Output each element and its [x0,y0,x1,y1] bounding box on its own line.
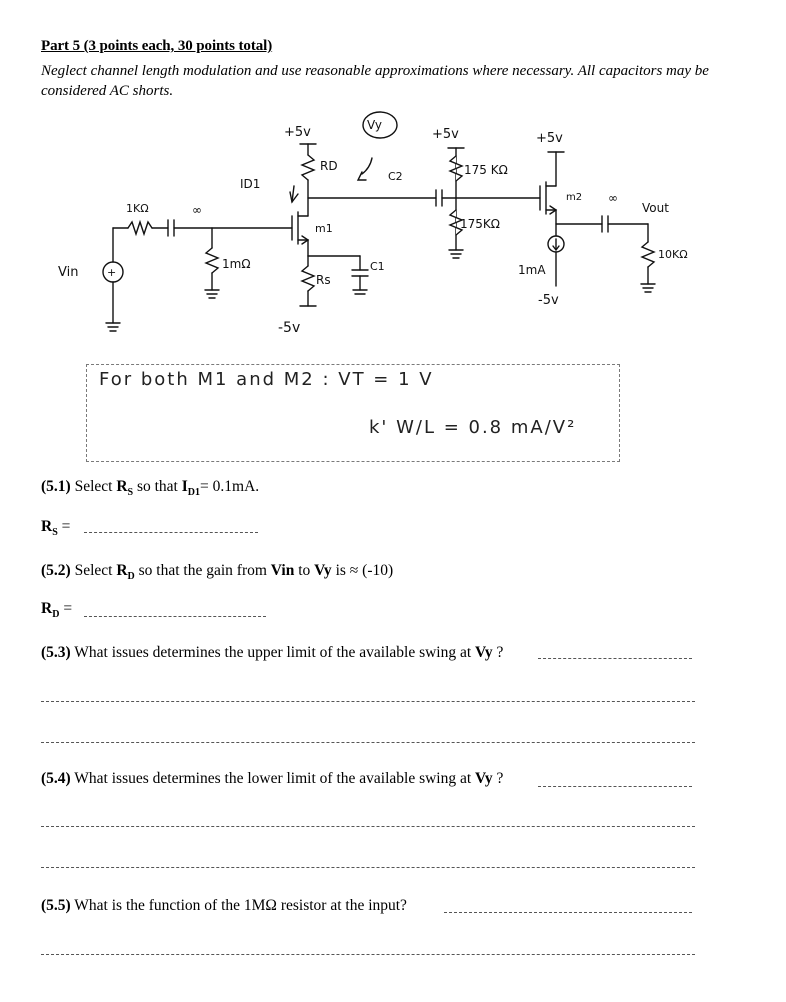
question-5-1: (5.1) Select $R_S$ so that $I_{D1}= 0.1mA$. [41,478,260,499]
question-5-4: (5.4) What issues determines the lower limit of the available swing at Vy ? [41,770,504,787]
c2-label: C2 [388,170,403,183]
q3-answer-line-0[interactable] [538,658,692,659]
q3-answer-line-1[interactable] [41,701,695,702]
rs-answer-line[interactable] [84,532,258,533]
rl-label: 10KΩ [658,248,688,261]
q3-answer-line-2[interactable] [41,742,695,743]
vdd2-label: +5v [432,127,459,142]
rd-answer-label: $R_D$ = [41,600,73,621]
isrc-label: 1mA [518,263,546,277]
q4-answer-line-1[interactable] [41,826,695,827]
params-line-1: For both M1 and M2 : VT = 1 V [99,369,434,390]
params-line-2: k' W/L = 0.8 mA/V² [369,417,577,438]
inf-symbol-1: ∞ [192,203,202,217]
vy-label: Vy [367,118,382,132]
vdd3-label: +5v [536,131,563,146]
q5-answer-line-0[interactable] [444,912,692,913]
c1-label: C1 [370,260,385,273]
r-bottom-label: 175KΩ [460,217,500,231]
circuit-schematic [40,108,740,348]
rbias-label: 1mΩ [222,257,251,271]
m1-label: m1 [315,222,333,235]
inf-symbol-2: ∞ [608,191,618,205]
rs-answer-label: $R_S$ = [41,518,71,539]
r-top-label: 175 KΩ [464,163,508,177]
question-5-5: (5.5) What is the function of the 1MΩ resistor at the input? [41,897,407,914]
rd-label: RD [320,159,338,173]
vdd1-label: +5v [284,125,311,140]
q4-answer-line-0[interactable] [538,786,692,787]
rd-answer-line[interactable] [84,616,266,617]
vout-label: Vout [642,201,669,215]
vin-label: Vin [58,265,79,280]
vss1-label: -5v [278,320,301,336]
device-parameters-box [86,364,620,462]
q5-answer-line-1[interactable] [41,954,695,955]
instructions: Neglect channel length modulation and use reasonable approximations where necessary. All capacitors may be considered AC shorts. [41,63,709,99]
vin-plus-sign: + [107,266,117,279]
vss2-label: -5v [538,293,559,308]
part-title: Part 5 (3 points each, 30 points total) [41,38,273,54]
rin-label: 1KΩ [126,202,149,215]
m2-label: m2 [566,192,583,203]
q4-answer-line-2[interactable] [41,867,695,868]
id1-label: ID1 [240,177,261,191]
question-5-3: (5.3) What issues determines the upper limit of the available swing at Vy ? [41,644,504,661]
question-5-2: (5.2) Select $R_D$ so that the gain from Vin to Vy is ≈ (-10) [41,562,394,583]
rs-label: Rs [316,273,331,287]
